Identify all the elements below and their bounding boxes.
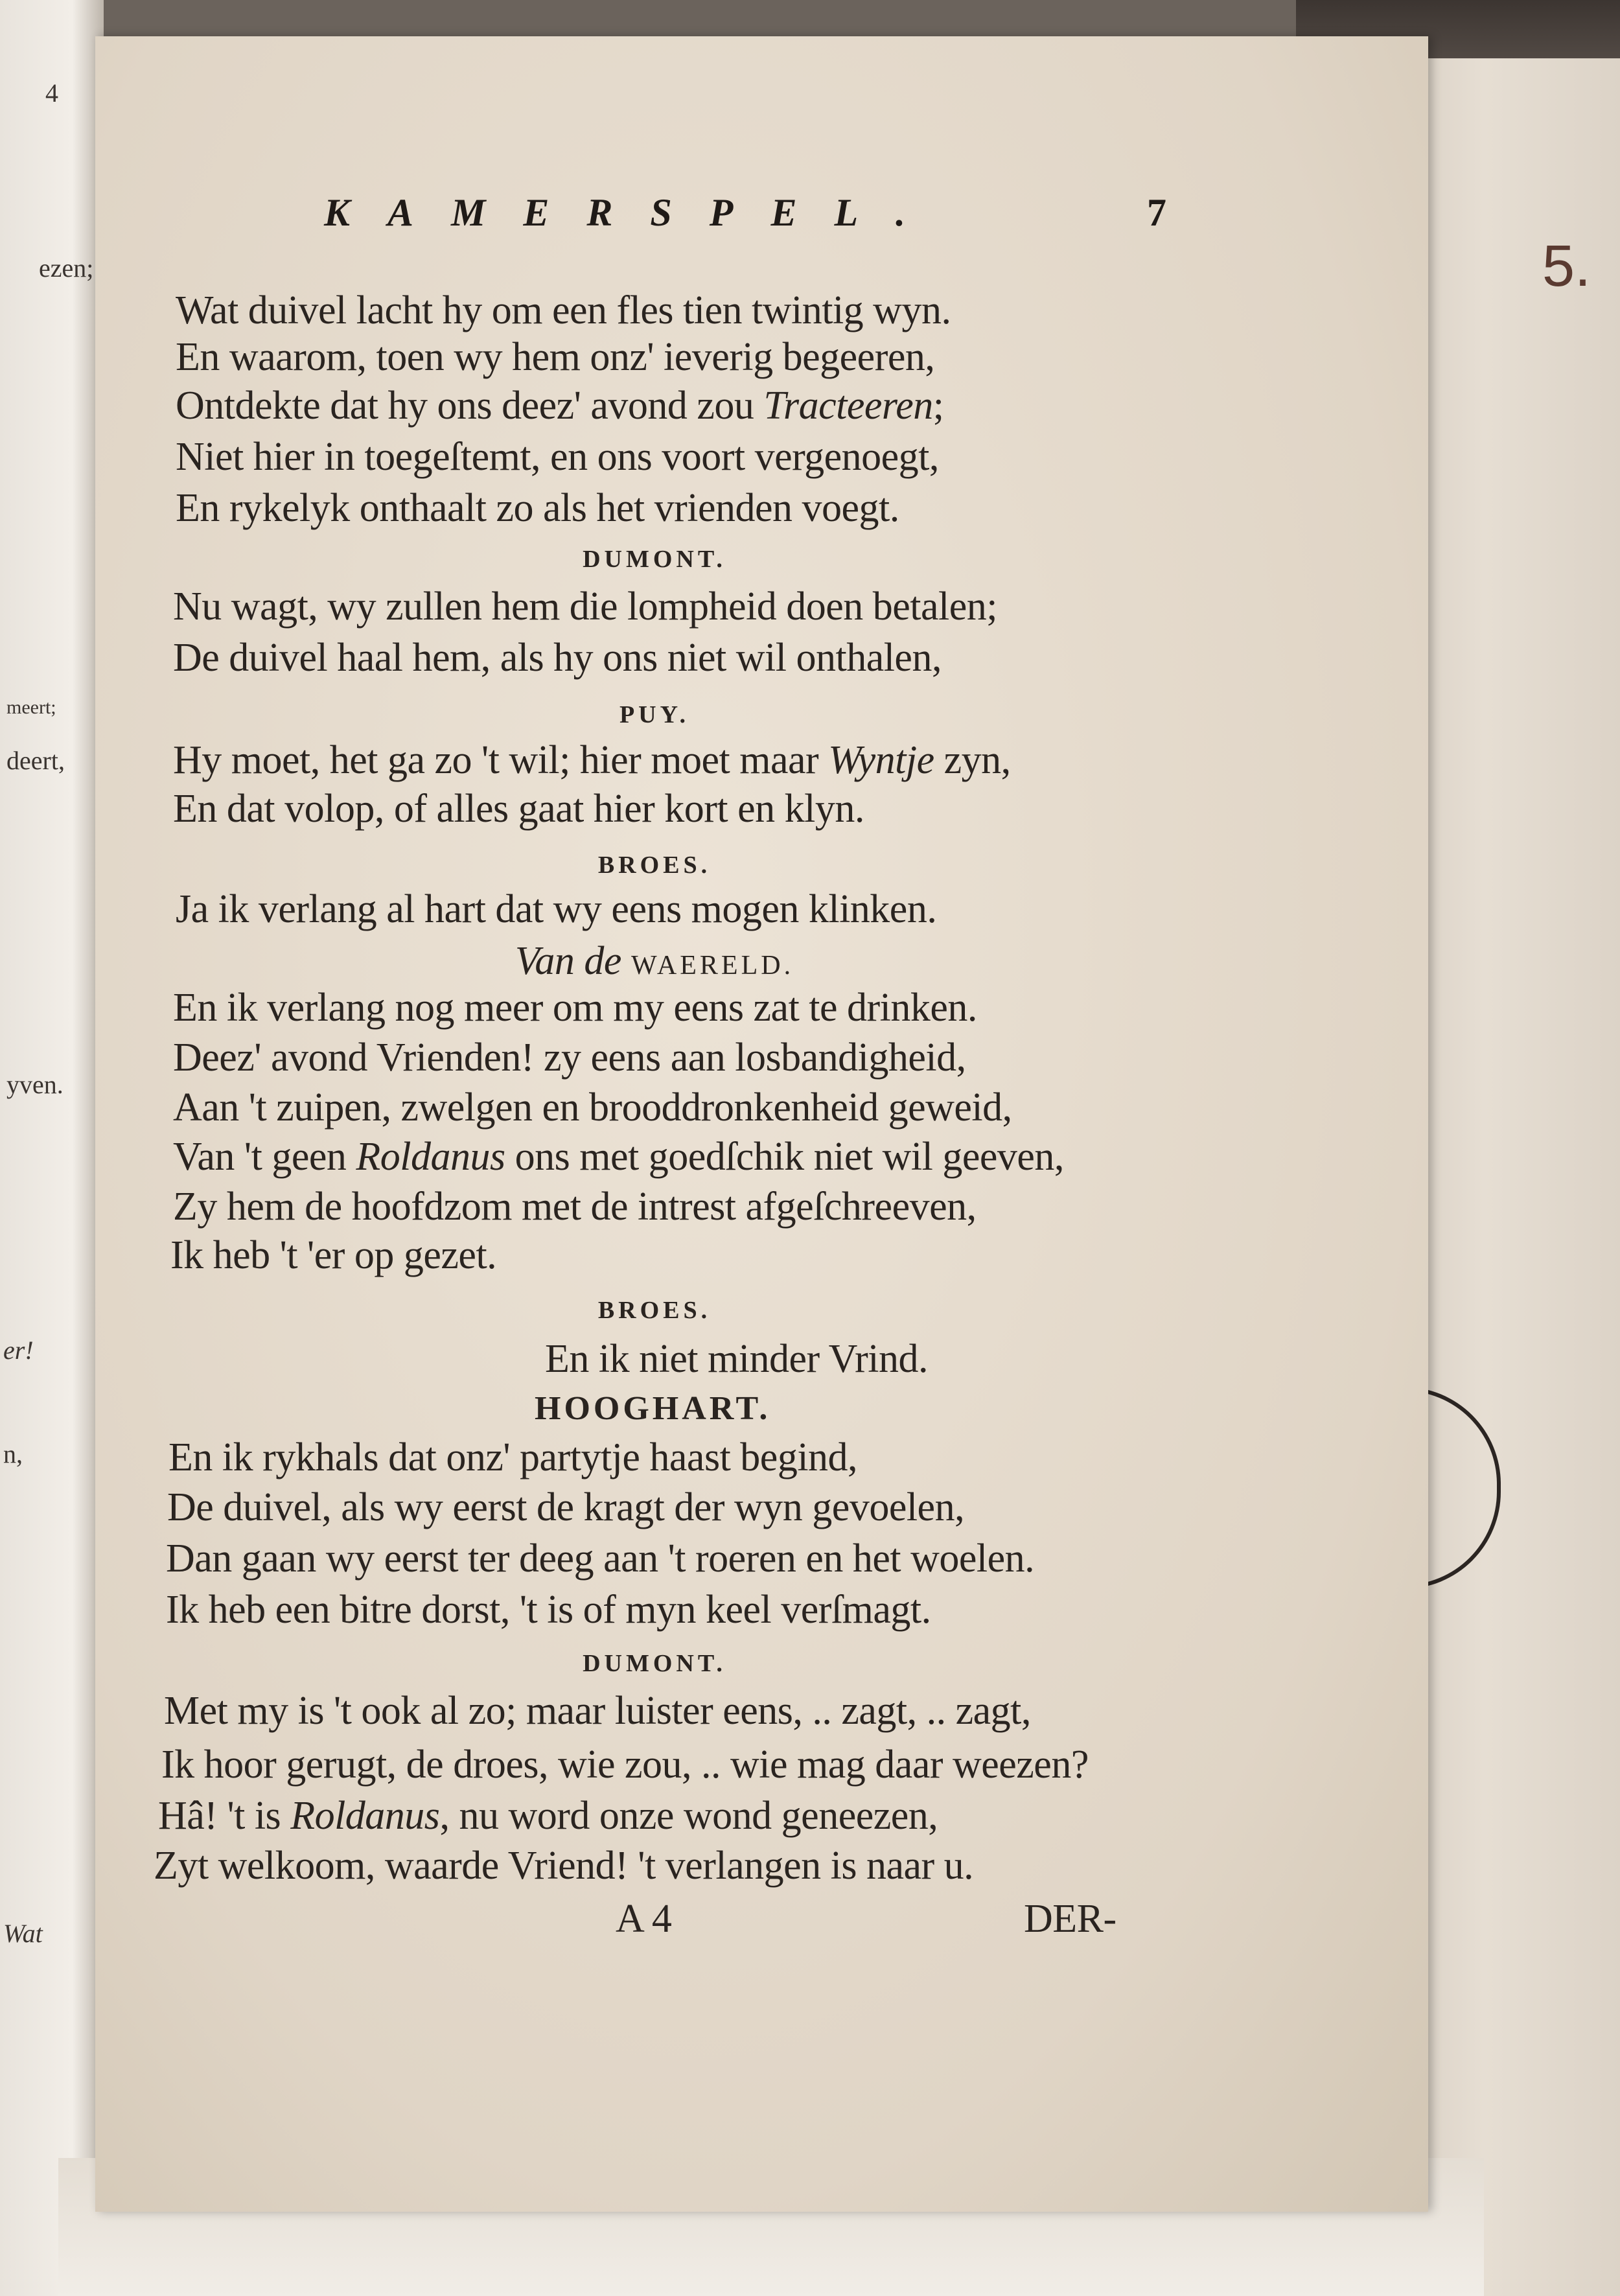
verse-line — [158, 1793, 938, 1838]
italic-word: Wyntje — [828, 738, 934, 782]
verse-line: Deez' avond Vrienden! zy eens aan losbandigheid, — [173, 1036, 966, 1080]
verse-line — [173, 737, 1011, 783]
verse-line: En ik verlang nog meer om my eens zat te drinken. — [173, 986, 977, 1030]
speaker-heading: BROES. — [597, 852, 712, 879]
italic-word: Roldanus — [290, 1794, 440, 1838]
margin-fragment: er! — [3, 1336, 34, 1365]
speaker-heading: BROES. — [597, 1297, 712, 1324]
margin-fragment: yven. — [6, 1070, 64, 1099]
verse-line: En ik niet minder Vrind. — [545, 1337, 928, 1381]
verse-line: En ik rykhals dat onz' partytje haast begind, — [168, 1435, 858, 1479]
margin-fragment: meert; — [6, 697, 56, 718]
page-number: 7 — [1147, 191, 1166, 234]
verse-line: De duivel, als wy eerst de kragt der wyn gevoelen, — [167, 1485, 965, 1529]
verse-line: Met my is 't ook al zo; maar luister eens, .. zagt, .. zagt, — [164, 1689, 1031, 1733]
margin-fragment: 4 — [45, 78, 58, 108]
verse-line: Ik heb 't 'er op gezet. — [170, 1233, 497, 1277]
signature-mark: A 4 — [616, 1897, 672, 1941]
text: ons met goedſchik niet wil geeven, — [505, 1135, 1064, 1179]
catchword: DER- — [1024, 1897, 1117, 1941]
verse-line: Ik hoor gerugt, de droes, wie zou, .. wie mag daar weezen? — [161, 1743, 1089, 1787]
page-number-mark: 5. — [1542, 234, 1591, 299]
verse-line — [176, 383, 943, 428]
verse-line: Wat duivel lacht hy om een fles tien twintig wyn. — [176, 288, 951, 332]
text: , nu word onze wond geneezen, — [439, 1794, 938, 1838]
speaker-heading: HOOGHART. — [535, 1390, 771, 1427]
text: zyn, — [934, 738, 1011, 782]
verse-line: Dan gaan wy eerst ter deeg aan 't roeren en het woelen. — [166, 1536, 1035, 1581]
speaker-heading: PUY. — [619, 701, 690, 728]
italic-word: Roldanus — [356, 1135, 505, 1179]
verse-line: Zyt welkoom, waarde Vriend! 't verlangen is naar u. — [154, 1844, 974, 1888]
verse-line: En waarom, toen wy hem onz' ieverig begeeren, — [176, 335, 935, 379]
speaker-heading: DUMONT. — [583, 546, 726, 573]
text: Van 't geen — [173, 1135, 356, 1179]
speaker-name: WAERELD. — [631, 951, 794, 980]
verse-line: Niet hier in toegeſtemt, en ons voort vergenoegt, — [176, 435, 939, 479]
speaker-prefix: Van de — [515, 939, 621, 983]
verse-line: Aan 't zuipen, zwelgen en brooddronkenheid geweid, — [173, 1085, 1012, 1130]
verse-line: Ik heb een bitre dorst, 't is of myn keel verſmagt. — [166, 1588, 931, 1632]
margin-fragment: Wat — [3, 1919, 43, 1948]
left-page-edge — [0, 0, 104, 2296]
italic-word: Tracteeren — [763, 384, 933, 428]
margin-fragment: ezen; — [39, 253, 94, 283]
verse-line: En dat volop, of alles gaat hier kort en klyn. — [173, 787, 864, 831]
verse-line: Ja ik verlang al hart dat wy eens mogen klinken. — [176, 887, 937, 931]
margin-fragment: deert, — [6, 746, 65, 775]
text: ; — [932, 384, 944, 428]
text: Ontdekte dat hy ons deez' avond zou — [176, 384, 764, 428]
verse-line: Zy hem de hoofdzom met de intrest afgeſchreeven, — [173, 1185, 977, 1229]
verse-line: De duivel haal hem, als hy ons niet wil onthalen, — [173, 636, 942, 680]
verse-line — [173, 1134, 1064, 1179]
speaker-heading — [395, 938, 914, 988]
text: Hâ! 't is — [158, 1794, 291, 1838]
text: Hy moet, het ga zo 't wil; hier moet maar — [173, 738, 829, 782]
verse-line: Nu wagt, wy zullen hem die lompheid doen betalen; — [173, 585, 997, 629]
verse-line: En rykelyk onthaalt zo als het vrienden voegt. — [176, 486, 899, 530]
running-head: KAMERSPEL. — [324, 191, 943, 234]
speaker-heading: DUMONT. — [583, 1650, 726, 1677]
margin-fragment: n, — [3, 1439, 23, 1468]
